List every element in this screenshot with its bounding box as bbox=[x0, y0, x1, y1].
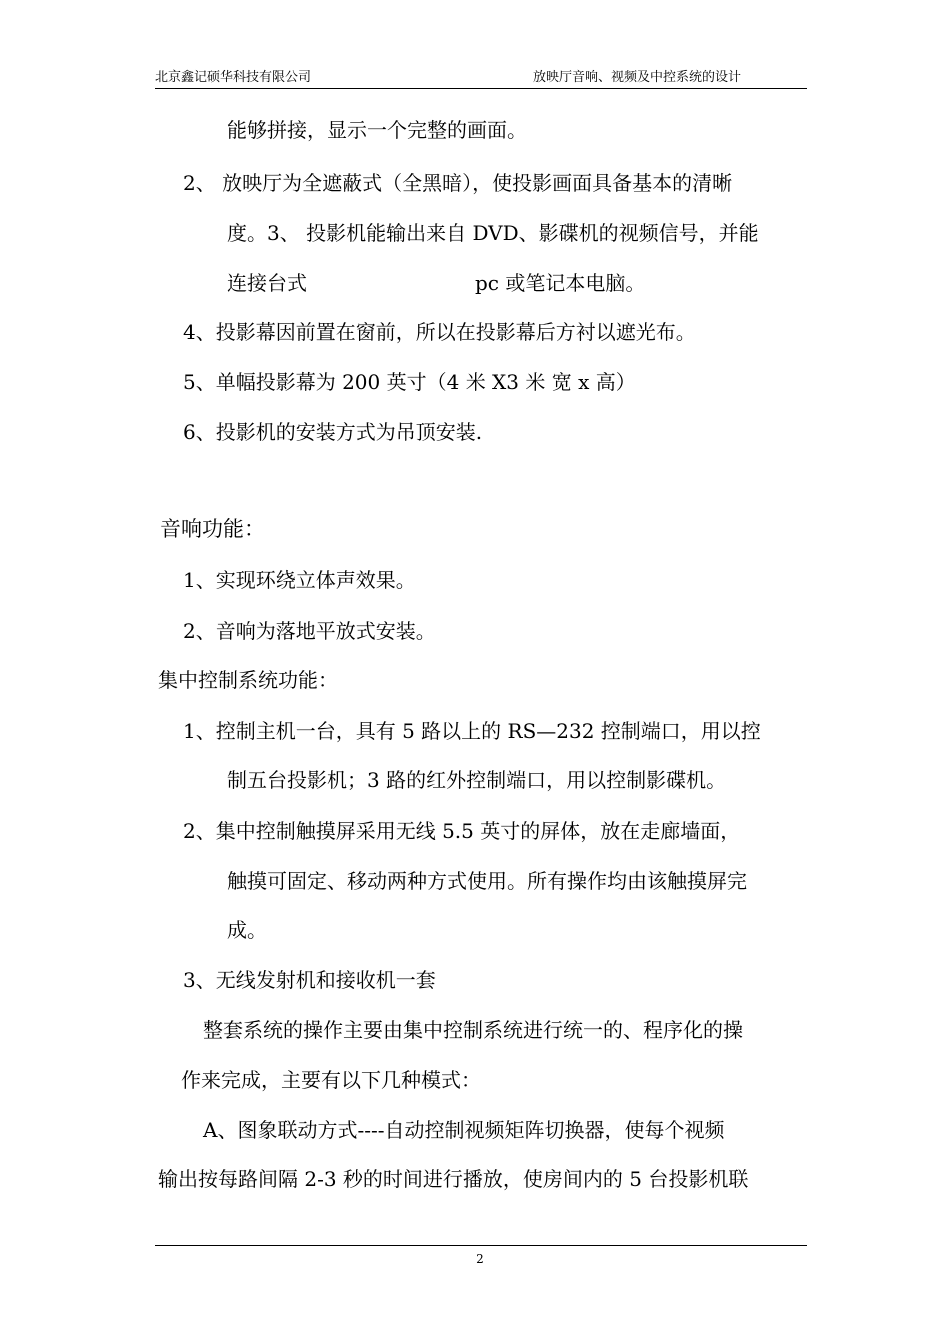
header-company: 北京鑫记硕华科技有限公司 bbox=[155, 70, 312, 85]
list-item: 6、投影机的安装方式为吊顶安装. bbox=[183, 420, 483, 444]
list-item: 1、控制主机一台，具有 5 路以上的 RS—232 控制端口，用以控 bbox=[183, 719, 761, 743]
page-header bbox=[155, 66, 807, 89]
list-item: 3、无线发射机和接收机一套 bbox=[183, 968, 436, 992]
list-item: 2、 放映厅为全遮蔽式（全黑暗），使投影画面具备基本的清晰 bbox=[183, 171, 733, 195]
header-doc-title: 放映厅音响、视频及中控系统的设计 bbox=[533, 70, 742, 85]
list-item: 1、实现环绕立体声效果。 bbox=[183, 568, 416, 592]
paragraph-line: 作来完成，主要有以下几种模式： bbox=[181, 1068, 481, 1092]
section-heading-audio: 音响功能： bbox=[160, 517, 265, 541]
text-line: 能够拼接，显示一个完整的画面。 bbox=[227, 118, 527, 142]
footer-rule bbox=[155, 1245, 807, 1246]
list-item-continuation: 制五台投影机；3 路的红外控制端口，用以控制影碟机。 bbox=[227, 768, 727, 792]
list-item-continuation bbox=[227, 271, 645, 295]
page-number: 2 bbox=[476, 1252, 484, 1266]
section-heading-control: 集中控制系统功能： bbox=[158, 668, 338, 692]
list-item-continuation: 触摸可固定、移动两种方式使用。所有操作均由该触摸屏完 bbox=[227, 869, 747, 893]
list-item: 2、音响为落地平放式安装。 bbox=[183, 619, 436, 643]
list-item: 5、单幅投影幕为 200 英寸（4 米 X3 米 宽 x 高） bbox=[183, 370, 636, 394]
list-item-continuation: 成。 bbox=[227, 918, 267, 942]
paragraph-line: A、图象联动方式----自动控制视频矩阵切换器，使每个视频 bbox=[203, 1118, 725, 1142]
list-item-continuation: 度。3、 投影机能输出来自 DVD、影碟机的视频信号，并能 bbox=[227, 221, 759, 245]
paragraph-line: 输出按每路间隔 2-3 秒的时间进行播放，使房间内的 5 台投影机联 bbox=[158, 1167, 749, 1191]
list-item: 4、投影幕因前置在窗前，所以在投影幕后方衬以遮光布。 bbox=[183, 320, 696, 344]
text-fragment: pc 或笔记本电脑。 bbox=[475, 271, 646, 295]
paragraph-line: 整套系统的操作主要由集中控制系统进行统一的、程序化的操 bbox=[203, 1018, 743, 1042]
text-fragment: 连接台式 bbox=[227, 271, 307, 295]
list-item: 2、集中控制触摸屏采用无线 5.5 英寸的屏体，放在走廊墙面， bbox=[183, 819, 741, 843]
